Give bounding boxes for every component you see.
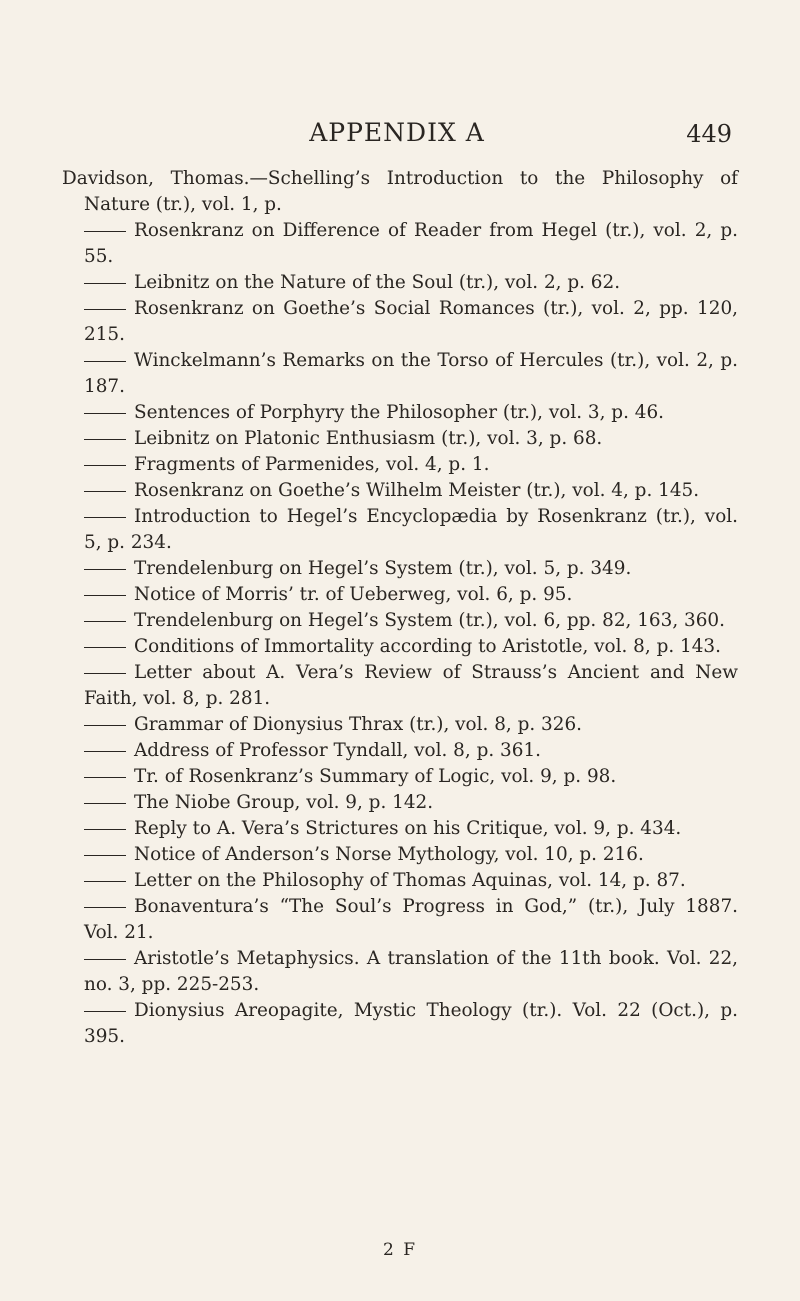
entry-text: Rosenkranz on Difference of Reader from Hegel (tr.), vol. 2, p. 55. [84, 220, 738, 267]
entry-text: Address of Professor Tyndall, vol. 8, p. 361. [134, 740, 541, 761]
ditto-dash [84, 517, 126, 518]
entry-text: Notice of Anderson’s Norse Mythology, vol. 10, p. 216. [134, 844, 644, 865]
ditto-dash [84, 881, 126, 882]
entry-text: Sentences of Porphyry the Philosopher (tr.), vol. 3, p. 46. [134, 402, 665, 423]
signature-mark: 2 F [382, 1240, 417, 1260]
entry-text: Fragments of Parmenides, vol. 4, p. 1. [134, 454, 490, 475]
entry-text: Trendelenburg on Hegel’s System (tr.), vol. 6, pp. 82, 163, 360. [134, 610, 725, 631]
ditto-dash [84, 829, 126, 830]
entry-text: Notice of Morris’ tr. of Ueberweg, vol. 6, p. 95. [134, 584, 573, 605]
page-number: 449 [686, 120, 732, 148]
ditto-dash [84, 959, 126, 960]
bibliography-entry [62, 790, 738, 816]
entry-text: Aristotle’s Metaphysics. A translation of the 11th book. Vol. 22, no. 3, pp. 225-253. [84, 948, 738, 995]
bibliography-entry [62, 894, 738, 946]
ditto-dash [84, 907, 126, 908]
ditto-dash [84, 569, 126, 570]
ditto-dash [84, 231, 126, 232]
bibliography-entry [62, 218, 738, 270]
ditto-dash [84, 803, 126, 804]
ditto-dash [84, 361, 126, 362]
entry-text: Introduction to Hegel’s Encyclopædia by Rosenkranz (tr.), vol. 5, p. 234. [84, 506, 738, 553]
bibliography-entry [62, 582, 738, 608]
entry-text: Leibnitz on the Nature of the Soul (tr.), vol. 2, p. 62. [134, 272, 621, 293]
bibliography-entry [62, 426, 738, 452]
ditto-dash [84, 465, 126, 466]
ditto-dash [84, 725, 126, 726]
entry-text: Rosenkranz on Goethe’s Social Romances (tr.), vol. 2, pp. 120, 215. [84, 298, 738, 345]
entry-text: Conditions of Immortality according to Aristotle, vol. 8, p. 143. [134, 636, 721, 657]
ditto-dash [84, 751, 126, 752]
bibliography-entry [62, 452, 738, 478]
ditto-dash [84, 777, 126, 778]
bibliography-entry [62, 738, 738, 764]
bibliography-entry [62, 270, 738, 296]
ditto-dash [84, 621, 126, 622]
ditto-dash [84, 595, 126, 596]
ditto-dash [84, 413, 126, 414]
bibliography-entry [62, 998, 738, 1050]
entry-text: Letter on the Philosophy of Thomas Aquinas, vol. 14, p. 87. [134, 870, 686, 891]
ditto-dash [84, 647, 126, 648]
bibliography-entry [62, 296, 738, 348]
entry-text: Reply to A. Vera’s Strictures on his Critique, vol. 9, p. 434. [134, 818, 682, 839]
bibliography-entry [62, 400, 738, 426]
ditto-dash [84, 673, 126, 674]
bibliography-entry [62, 660, 738, 712]
entry-text: Tr. of Rosenkranz’s Summary of Logic, vol. 9, p. 98. [134, 766, 617, 787]
entry-text: Dionysius Areopagite, Mystic Theology (tr.). Vol. 22 (Oct.), p. 395. [84, 1000, 738, 1047]
entry-text: Leibnitz on Platonic Enthusiasm (tr.), vol. 3, p. 68. [134, 428, 603, 449]
bibliography-entry [62, 478, 738, 504]
bibliography-entry [62, 868, 738, 894]
bibliography-entry [62, 608, 738, 634]
ditto-dash [84, 491, 126, 492]
bibliography-entry [62, 816, 738, 842]
bibliography-entry-heading: Davidson, Thomas.—Schelling’s Introduction to the Philosophy of Nature (tr.), vol. 1, p. [62, 168, 738, 215]
entry-text: The Niobe Group, vol. 9, p. 142. [134, 792, 434, 813]
ditto-dash [84, 1011, 126, 1012]
bibliography-entry [62, 764, 738, 790]
bibliography-entry [62, 556, 738, 582]
bibliography-entry [62, 946, 738, 998]
entry-text: Winckelmann’s Remarks on the Torso of Hercules (tr.), vol. 2, p. 187. [84, 350, 738, 397]
ditto-dash [84, 855, 126, 856]
entry-text: Rosenkranz on Goethe’s Wilhelm Meister (tr.), vol. 4, p. 145. [134, 480, 700, 501]
running-head [62, 118, 732, 152]
entry-text: Bonaventura’s “The Soul’s Progress in God,” (tr.), July 1887. Vol. 21. [84, 896, 738, 943]
bibliography-entry [62, 504, 738, 556]
bibliography-entry [62, 842, 738, 868]
entry-text: Trendelenburg on Hegel’s System (tr.), vol. 5, p. 349. [134, 558, 632, 579]
bibliography-entry [62, 634, 738, 660]
bibliography-entry [62, 712, 738, 738]
bibliography-entry [62, 348, 738, 400]
ditto-dash [84, 439, 126, 440]
bibliography-list [62, 166, 738, 1050]
ditto-dash [84, 309, 126, 310]
entry-text: Grammar of Dionysius Thrax (tr.), vol. 8, p. 326. [134, 714, 583, 735]
page-title: APPENDIX A [309, 118, 485, 147]
ditto-dash [84, 283, 126, 284]
entry-text: Letter about A. Vera’s Review of Strauss’s Ancient and New Faith, vol. 8, p. 281. [84, 662, 738, 709]
